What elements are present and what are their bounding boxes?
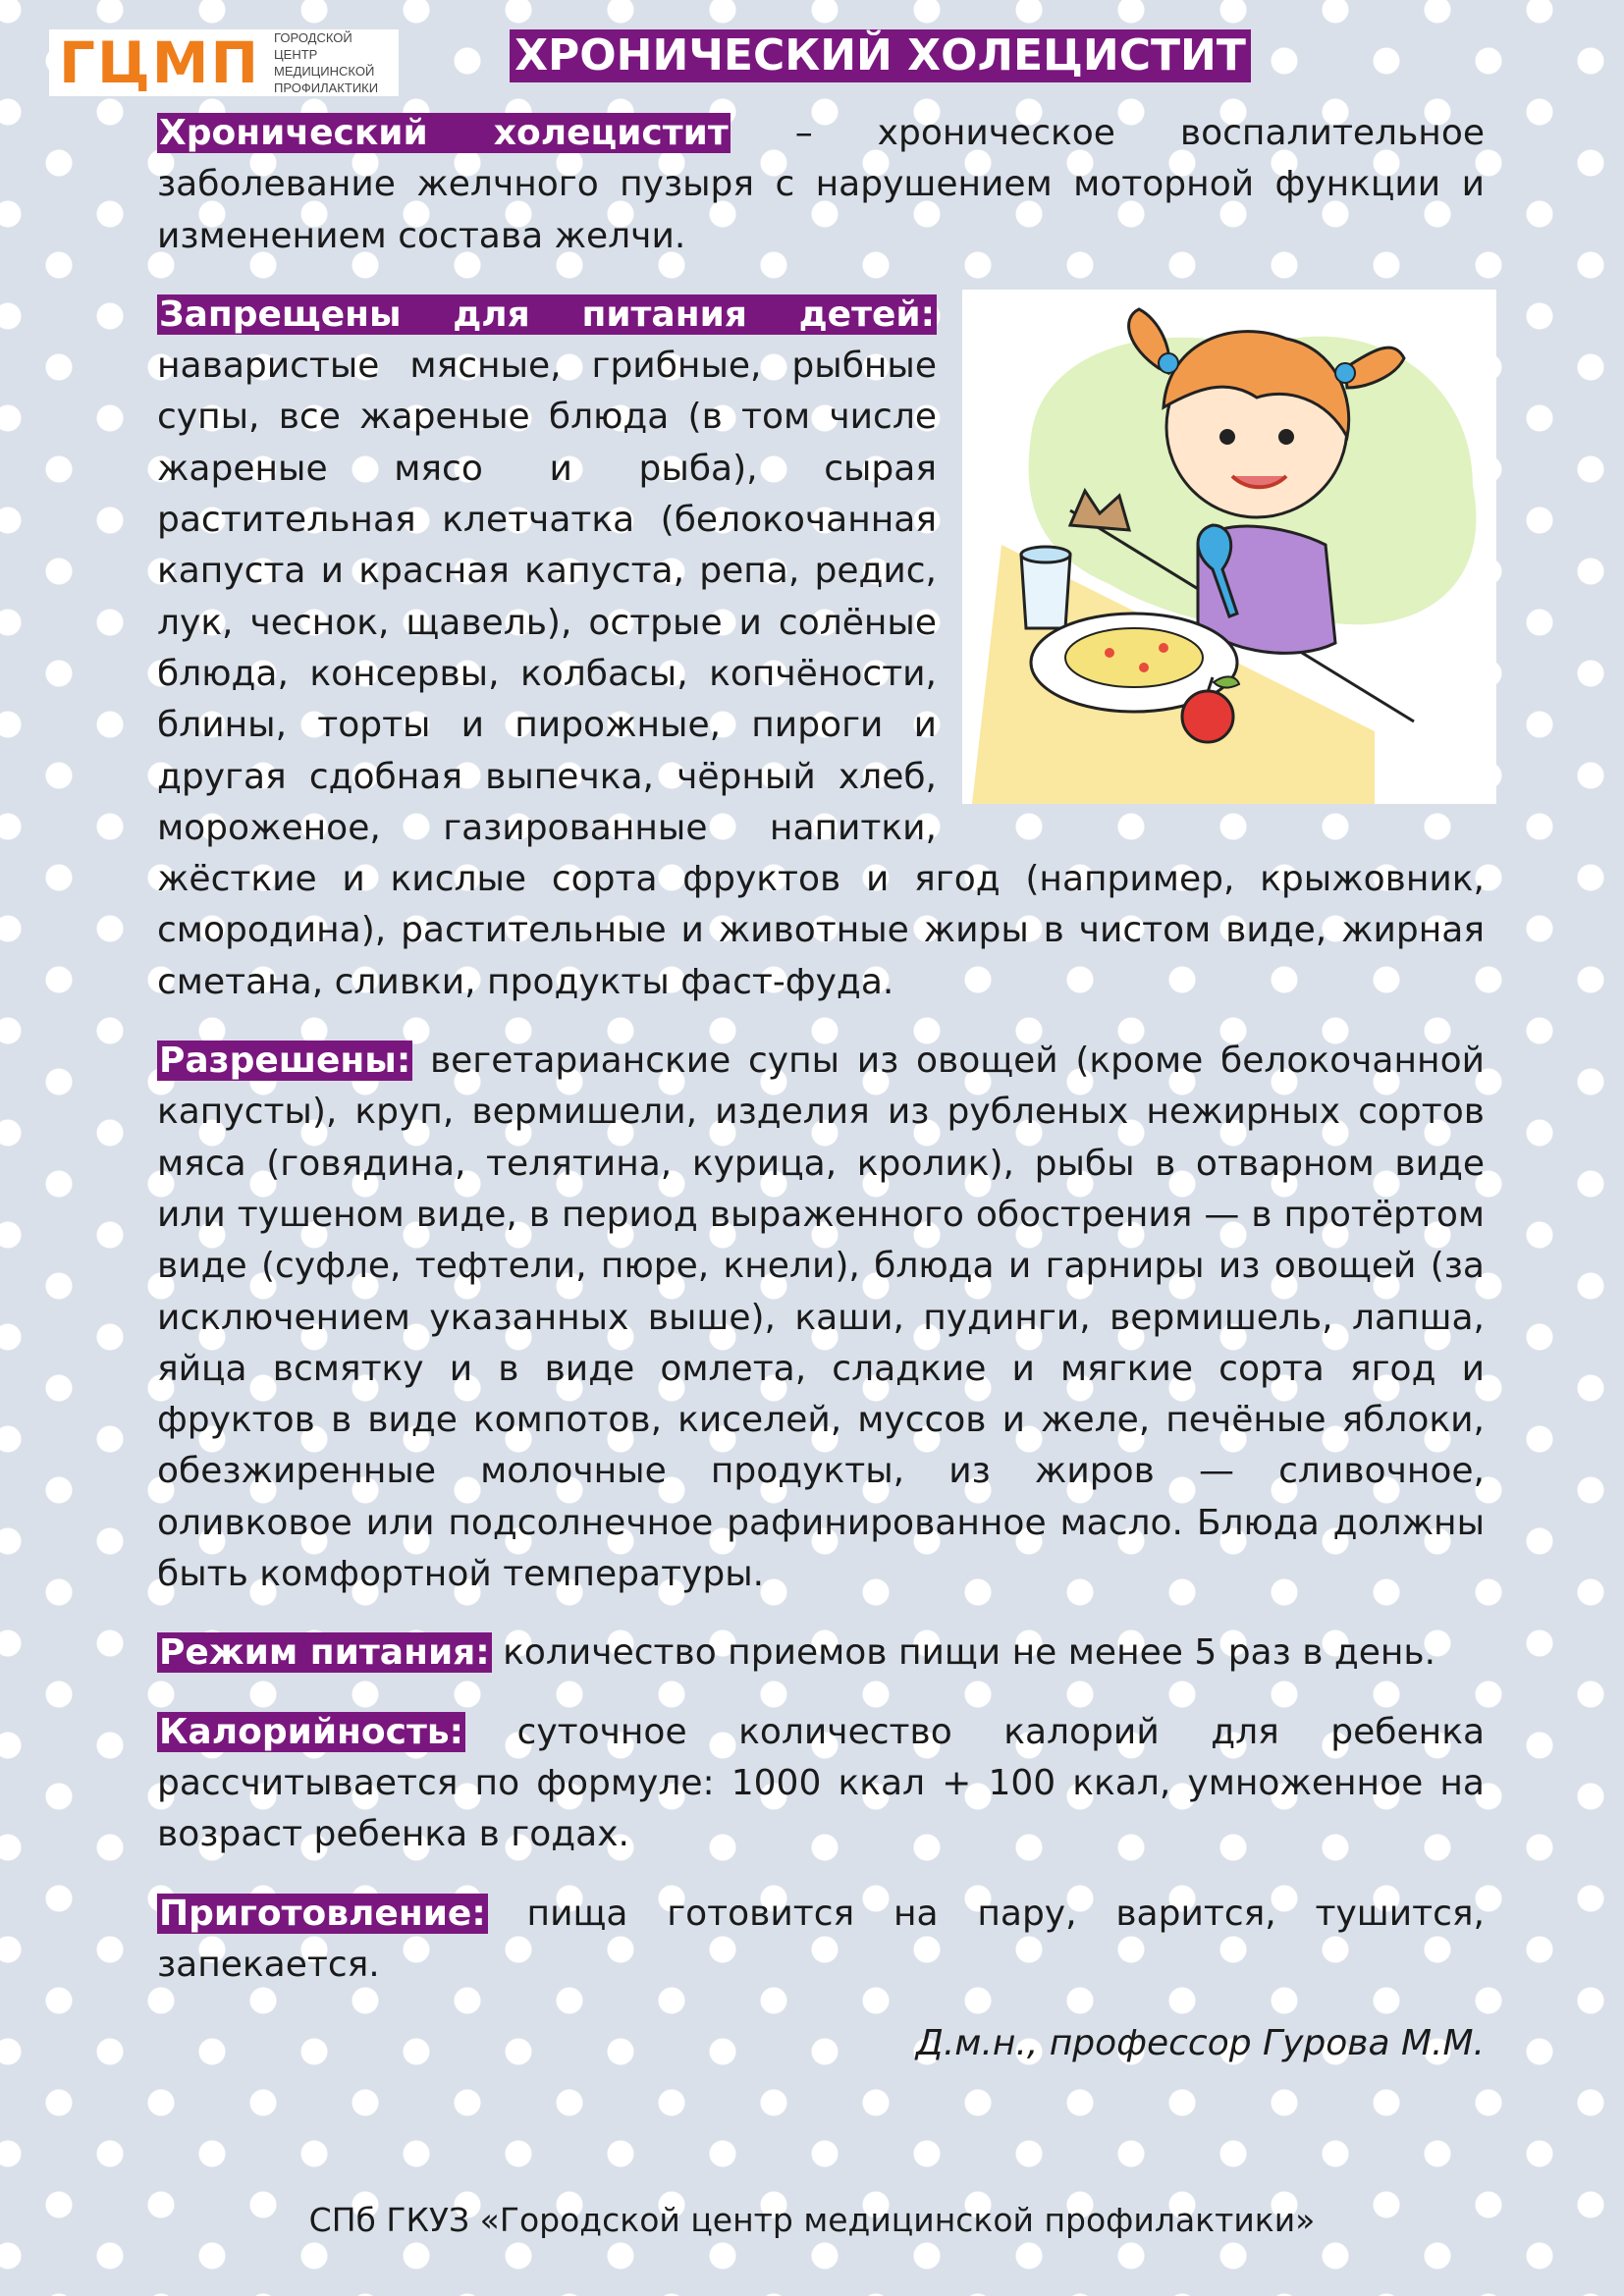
footer-organization: СПб ГКУЗ «Городской центр медицинской профилактики»: [308, 2201, 1316, 2239]
calories-text: суточное количество калорий для ребенка рассчитывается по формуле: 1000 ккал + 100 ккал, умноженное на возраст ребенка в годах.: [157, 1711, 1485, 1855]
cooking-heading: Приготовление:: [159, 1893, 486, 1934]
logo-mark: ГЦМП: [59, 29, 261, 96]
cooking-text: пища готовится на пару, варится, тушится, запекается.: [157, 1893, 1485, 1985]
regime-heading: Режим питания:: [159, 1632, 490, 1674]
girl-eating-illustration-icon: [962, 290, 1496, 804]
page-title: ХРОНИЧЕСКИЙ ХОЛЕЦИСТИТ: [510, 29, 1251, 82]
logo: [49, 29, 399, 96]
allowed-paragraph: [157, 1036, 1485, 1600]
calories-paragraph: [157, 1707, 1485, 1861]
cooking-paragraph: [157, 1889, 1485, 1992]
logo-subtitle: [274, 29, 399, 96]
allowed-text: вегетарианские супы из овощей (кроме белокочанной капусты), круп, вермишели, изделия из рубленых нежирных сортов мяса (говядина, телятина, курица, кролик), рыбы в отварном виде или тушеном виде, в период выраженного обострения — в протёртом виде (суфле, тефтели, пюре, кнели), блюда и гарниры из овощей (за исключением указанных выше), каши, пудинги, вермишель, лапша, яйца всмятку и в виде омлета, сладкие и мягкие сорта ягод и фруктов в виде компотов, киселей, муссов и желе, печёные яблоки, обезжиренные молочные продукты, из жиров — сливочное, оливковое или подсолнечное рафинированное масло. Блюда должны быть комфортной температуры.: [157, 1041, 1485, 1595]
regime-paragraph: [157, 1628, 1485, 1679]
article-body: [157, 108, 1485, 2097]
calories-heading: Калорийность:: [159, 1711, 464, 1752]
intro-term: Хронический холецистит: [159, 113, 729, 153]
logo-line-2: МЕДИЦИНСКОЙ: [274, 64, 375, 79]
intro-paragraph: [157, 108, 1485, 262]
allowed-heading: Разрешены:: [159, 1041, 411, 1082]
intro-text: – хроническое воспалительное заболевание желчного пузыря с нарушением моторной функции и изменением состава желчи.: [157, 113, 1485, 256]
logo-line-1: ГОРОДСКОЙ ЦЕНТР: [274, 30, 352, 62]
forbidden-heading: Запрещены для питания детей:: [159, 294, 935, 335]
author-signature: Д.м.н., профессор Гурова М.М.: [915, 2023, 1485, 2064]
forbidden-text: наваристые мясные, грибные, рыбные супы, все жареные блюда (в том числе жареные мясо и рыба), сырая растительная клетчатка (белокочанная капуста и красная капуста, репа, редис, лук, чеснок, щавель), острые и солёные блюда, консервы, колбасы, копчёности, блины, торты и пирожные, пироги и другая сдобная выпечка, чёрный хлеб, мороженое, газированные напитки, жёсткие и кислые сорта фруктов и ягод (например, крыжовник, смородина), растительные и животные жиры в чистом виде, жирная сметана, сливки, продукты фаст-фуда.: [157, 346, 1485, 1002]
logo-line-3: ПРОФИЛАКТИКИ: [274, 80, 379, 95]
regime-text: количество приемов пищи не менее 5 раз в день.: [491, 1632, 1436, 1674]
